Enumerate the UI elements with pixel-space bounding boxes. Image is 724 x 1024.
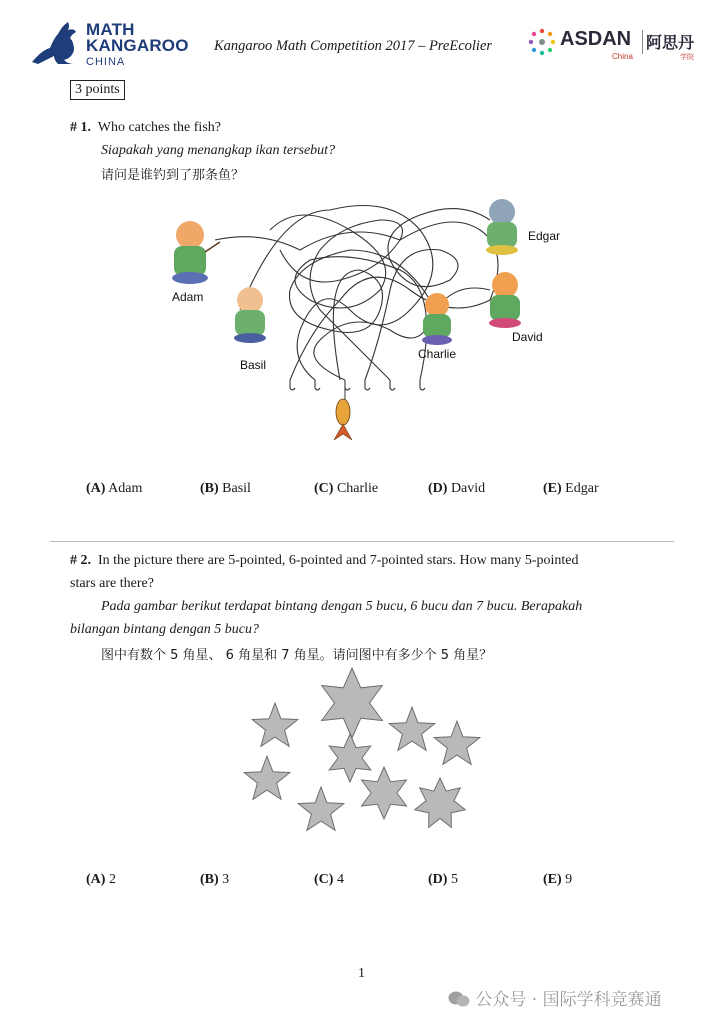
q2-english-text: In the picture there are 5-pointed, 6-pointed and 7-pointed stars. How many 5-pointed <box>98 553 579 568</box>
watermark <box>448 985 662 1010</box>
q1-option-d-text: David <box>447 481 486 496</box>
q2-indonesian-line2: bilangan bintang dengan 5 bucu? <box>70 622 259 637</box>
logo-line-1: MATH <box>86 20 135 39</box>
q2-option-b-text: 3 <box>218 872 230 887</box>
q1-option-b[interactable] <box>200 481 251 497</box>
q1-option-c-letter: (C) <box>314 481 334 496</box>
q2-option-e-letter: (E) <box>543 872 562 887</box>
star-1 <box>252 703 298 746</box>
star-8 <box>298 787 344 830</box>
logo-line-3: CHINA <box>86 56 126 68</box>
q1-option-d[interactable] <box>428 481 485 497</box>
q1-fishing-figure <box>150 190 570 450</box>
q2-english-line2: stars are there? <box>70 576 154 591</box>
q2-option-a-text: 2 <box>105 872 116 887</box>
q1-option-a-letter: (A) <box>86 481 106 496</box>
q2-option-c[interactable] <box>314 872 344 888</box>
q1-option-c[interactable] <box>314 481 378 497</box>
asdan-brand-cn: 阿思丹 <box>646 33 695 52</box>
asdan-sub: China <box>612 52 633 61</box>
q2-option-b-letter: (B) <box>200 872 219 887</box>
q2-option-c-text: 4 <box>333 872 344 887</box>
q2-chinese: 图中有数个 5 角星、 6 角星和 7 角星。请问图中有多少个 5 角星？ <box>101 648 493 663</box>
kangaroo-icon <box>28 20 84 66</box>
q1-option-e-text: Edgar <box>561 481 599 496</box>
asdan-burst-icon <box>528 28 556 56</box>
asdan-sub-cn: 学院 <box>680 53 694 61</box>
math-kangaroo-logo <box>28 20 189 68</box>
wechat-icon <box>448 990 470 1008</box>
label-basil: Basil <box>240 358 267 372</box>
q2-option-e[interactable] <box>543 872 572 888</box>
watermark-text: 公众号 · 国际学科竞赛通 <box>475 990 662 1010</box>
q1-english <box>70 120 221 136</box>
cat-edgar <box>486 199 518 255</box>
q2-option-a-letter: (A) <box>86 872 106 887</box>
q1-option-b-text: Basil <box>218 481 251 496</box>
q1-chinese: 请问是谁钓到了那条鱼？ <box>101 168 245 183</box>
q1-english-text: Who catches the fish? <box>97 120 221 135</box>
q1-option-c-text: Charlie <box>333 481 379 496</box>
q2-option-b[interactable] <box>200 872 229 888</box>
fish-icon <box>334 386 352 440</box>
q2-indonesian-line1: Pada gambar berikut terdapat bintang dengan 5 bucu, 6 bucu dan 7 bucu. Berapakah <box>101 599 583 614</box>
q2-number: # 2. <box>70 553 91 568</box>
q1-option-a-text: Adam <box>105 481 143 496</box>
q2-option-c-letter: (C) <box>314 872 334 887</box>
q1-indonesian: Siapakah yang menangkap ikan tersebut? <box>101 143 336 158</box>
cat-charlie <box>422 293 452 345</box>
q2-option-d-letter: (D) <box>428 872 448 887</box>
label-david: David <box>512 330 543 344</box>
q1-option-e-letter: (E) <box>543 481 562 496</box>
divider <box>50 541 674 542</box>
asdan-brand: ASDAN <box>560 28 632 50</box>
q2-option-d-text: 5 <box>447 872 458 887</box>
q2-option-a[interactable] <box>86 872 116 888</box>
q1-option-e[interactable] <box>543 481 599 497</box>
q2-english-line1 <box>70 553 579 569</box>
q1-option-d-letter: (D) <box>428 481 448 496</box>
label-charlie: Charlie <box>418 347 457 361</box>
q1-number: # 1. <box>70 120 91 135</box>
cat-david <box>489 272 521 328</box>
page-number: 1 <box>358 966 365 981</box>
q2-stars-figure <box>230 665 500 845</box>
logo-divider <box>642 30 643 54</box>
q1-option-b-letter: (B) <box>200 481 219 496</box>
q2-option-e-text: 9 <box>561 872 573 887</box>
logo-text <box>86 22 189 70</box>
cat-adam <box>172 221 220 284</box>
star-5 <box>434 721 480 764</box>
star-4 <box>389 707 435 750</box>
asdan-logo <box>528 28 708 64</box>
q2-option-d[interactable] <box>428 872 458 888</box>
q1-option-a[interactable] <box>86 481 142 497</box>
header-title: Kangaroo Math Competition 2017 – PreEcolier <box>214 38 493 54</box>
label-edgar: Edgar <box>528 229 561 243</box>
star-6 <box>244 756 290 799</box>
cat-basil <box>234 287 266 343</box>
points-label: 3 points <box>70 80 125 100</box>
hooks <box>290 380 425 390</box>
label-adam: Adam <box>172 290 204 304</box>
logo-line-2: KANGAROO <box>86 36 189 55</box>
star-3 <box>329 734 371 782</box>
star-2 <box>322 668 383 738</box>
star-9 <box>415 778 466 827</box>
star-7 <box>362 767 407 819</box>
